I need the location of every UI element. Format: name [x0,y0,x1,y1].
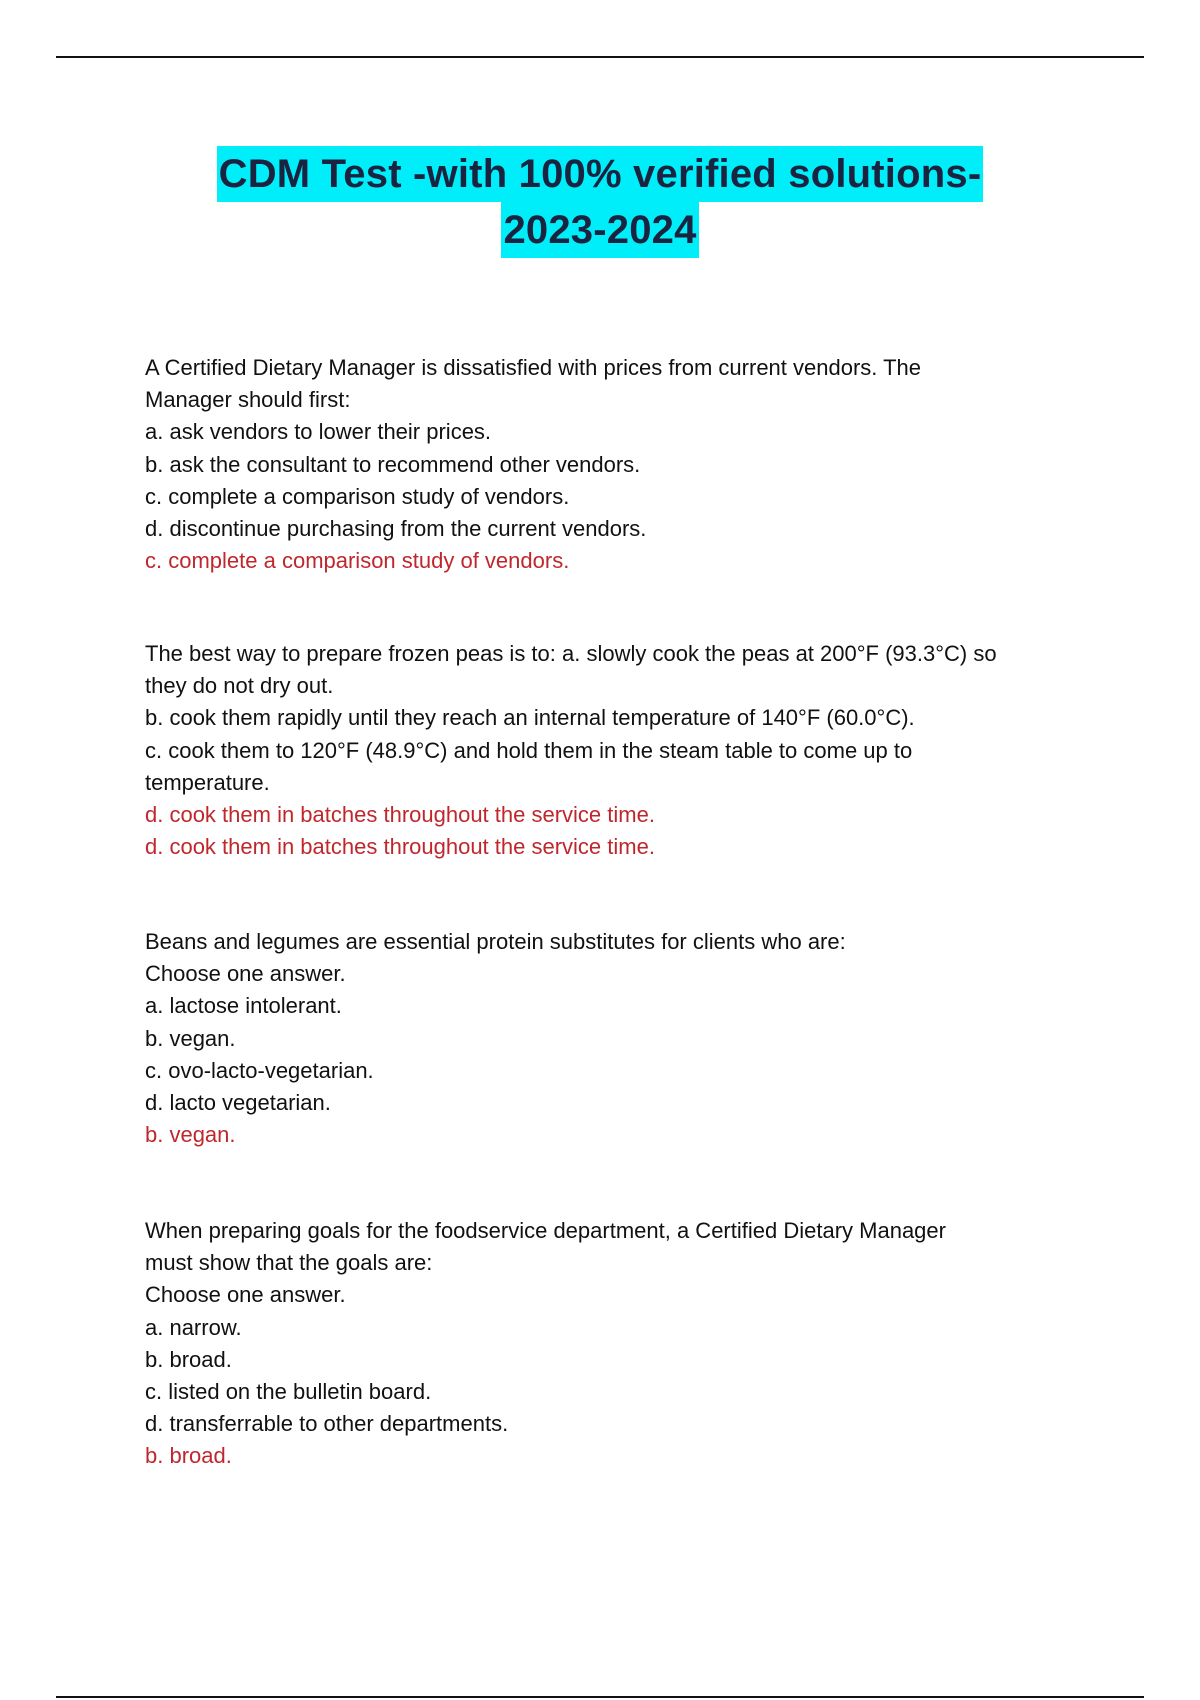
question-text: Beans and legumes are essential protein substitutes for clients who are: [145,929,846,954]
instruction-text: Choose one answer. [145,1282,346,1308]
option-d: d. lacto vegetarian. [145,1090,331,1116]
question-text: must show that the goals are: [145,1250,433,1276]
option-a: a. lactose intolerant. [145,993,342,1019]
correct-answer: d. cook them in batches throughout the service time. [145,834,655,860]
correct-answer: b. vegan. [145,1122,236,1148]
option-d: d. discontinue purchasing from the current vendors. [145,516,647,542]
question-block-1 [145,352,1085,577]
option-c: c. cook them to 120°F (48.9°C) and hold them in the steam table to come up to [145,737,913,763]
option-c: c. complete a comparison study of vendors. [145,483,570,509]
question-text: they do not dry out. [145,673,334,699]
correct-answer: b. broad. [145,1443,232,1469]
option-b: b. ask the consultant to recommend other vendors. [145,451,641,477]
top-rule [56,56,1144,58]
question-text: When preparing goals for the foodservice department, a Certified Dietary Manager [145,1218,946,1243]
title-line-1: CDM Test -with 100% verified solutions- [217,146,984,202]
bottom-rule [56,1696,1144,1698]
option-b: b. vegan. [145,1025,236,1051]
option-d: d. transferrable to other departments. [145,1411,509,1437]
page-title [0,146,1200,258]
question-text: The best way to prepare frozen peas is to: a. slowly cook the peas at 200°F (93.3°C) so [145,641,997,666]
title-line-2: 2023-2024 [501,202,698,258]
question-text: A Certified Dietary Manager is dissatisfied with prices from current vendors. The [145,355,922,380]
option-c: temperature. [145,769,270,795]
instruction-text: Choose one answer. [145,961,346,987]
option-b: b. broad. [145,1346,232,1372]
question-text: Manager should first: [145,387,351,413]
option-c: c. listed on the bulletin board. [145,1379,432,1405]
question-block-2 [145,638,1085,863]
option-d: d. cook them in batches throughout the service time. [145,802,655,828]
option-a: a. ask vendors to lower their prices. [145,419,492,445]
question-block-3 [145,926,1085,1151]
option-a: a. narrow. [145,1314,242,1340]
correct-answer: c. complete a comparison study of vendors. [145,548,570,574]
option-c: c. ovo-lacto-vegetarian. [145,1057,374,1083]
option-b: b. cook them rapidly until they reach an internal temperature of 140°F (60.0°C). [145,705,915,731]
question-block-4 [145,1215,1085,1473]
